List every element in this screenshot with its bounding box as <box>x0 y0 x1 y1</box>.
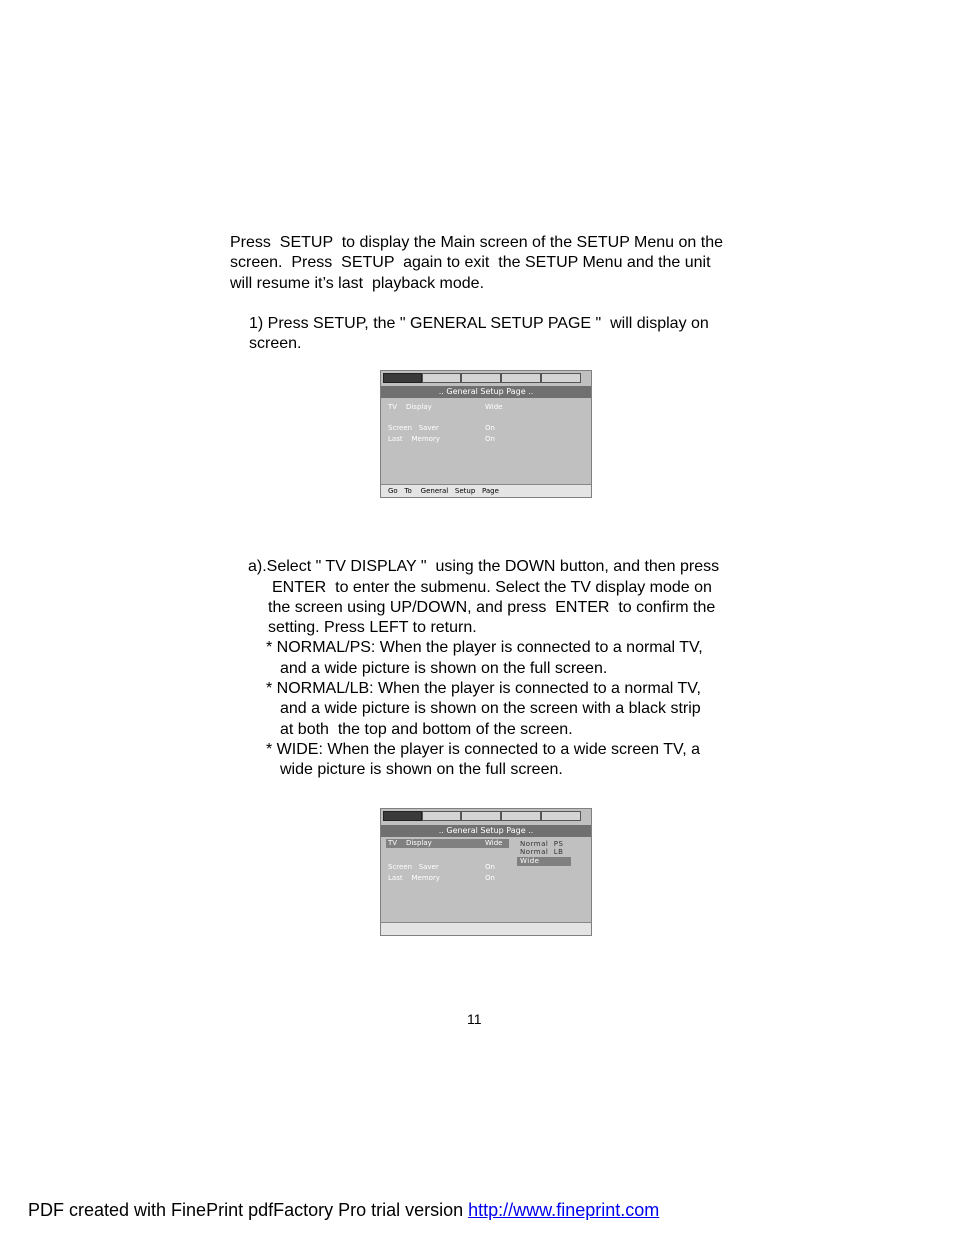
menu2-item-tv-display: TV Display <box>388 839 432 847</box>
menu-title: .. General Setup Page .. <box>381 386 591 398</box>
menu-tab-4 <box>501 373 541 383</box>
stepa-line-11: wide picture is shown on the full screen. <box>280 761 563 778</box>
stepa-line-10: * WIDE: When the player is connected to a wide screen TV, a <box>266 741 700 758</box>
menu2-value-tv-display: Wide <box>485 839 503 847</box>
menu2-value-last-memory: On <box>485 874 495 882</box>
menu2-title: .. General Setup Page .. <box>381 825 591 837</box>
menu-tab-general <box>383 373 422 383</box>
stepa-line-1: a).Select " TV DISPLAY " using the DOWN button, and then press <box>248 558 720 575</box>
stepa-line-3: the screen using UP/DOWN, and press ENTER to confirm the <box>268 599 716 616</box>
menu2-tab-2 <box>422 811 461 821</box>
pdf-footer-text: PDF created with FinePrint pdfFactory Pro trial version <box>28 1200 469 1220</box>
intro-line-3: will resume it’s last playback mode. <box>230 275 485 292</box>
menu-tab-3 <box>461 373 501 383</box>
submenu-option-wide: Wide <box>520 857 540 865</box>
menu-value-last-memory: On <box>485 435 495 443</box>
menu-tab-strip <box>381 371 591 385</box>
menu-item-tv-display: TV Display <box>388 403 432 411</box>
stepa-line-6: and a wide picture is shown on the full screen. <box>280 660 608 677</box>
page-number: 11 <box>467 1011 482 1027</box>
submenu-option-normal-lb: Normal LB <box>520 848 564 856</box>
menu2-value-screen-saver: On <box>485 863 495 871</box>
menu-value-tv-display: Wide <box>485 403 503 411</box>
pdf-footer <box>28 1199 659 1221</box>
menu2-footer <box>381 922 591 935</box>
intro-line-1: Press SETUP to display the Main screen of the SETUP Menu on the <box>230 234 723 251</box>
menu-tab-2 <box>422 373 461 383</box>
menu2-tab-5 <box>541 811 581 821</box>
general-setup-menu-2 <box>380 808 592 936</box>
menu-tab-5 <box>541 373 581 383</box>
intro-line-2: screen. Press SETUP again to exit the SETUP Menu and the unit <box>230 254 711 271</box>
stepa-line-7: * NORMAL/LB: When the player is connected to a normal TV, <box>266 680 701 697</box>
stepa-line-4: setting. Press LEFT to return. <box>268 619 477 636</box>
stepa-line-2: ENTER to enter the submenu. Select the TV display mode on <box>272 579 712 596</box>
menu-item-last-memory: Last Memory <box>388 435 440 443</box>
menu2-item-last-memory: Last Memory <box>388 874 440 882</box>
submenu-option-normal-ps: Normal PS <box>520 840 564 848</box>
menu2-tab-strip <box>381 809 591 823</box>
menu2-tab-general <box>383 811 422 821</box>
general-setup-menu-1 <box>380 370 592 498</box>
stepa-line-8: and a wide picture is shown on the screen with a black strip <box>280 700 701 717</box>
fineprint-link[interactable]: http://www.fineprint.com <box>468 1200 660 1220</box>
stepa-line-5: * NORMAL/PS: When the player is connected to a normal TV, <box>266 639 703 656</box>
stepa-line-9: at both the top and bottom of the screen. <box>280 721 573 738</box>
menu2-tab-4 <box>501 811 541 821</box>
menu2-item-screen-saver: Screen Saver <box>388 863 439 871</box>
menu-footer: Go To General Setup Page <box>381 484 591 497</box>
step1-line-2: screen. <box>249 335 302 352</box>
menu-item-screen-saver: Screen Saver <box>388 424 439 432</box>
menu2-tab-3 <box>461 811 501 821</box>
step1-line-1: 1) Press SETUP, the " GENERAL SETUP PAGE " will display on <box>249 315 709 332</box>
menu-value-screen-saver: On <box>485 424 495 432</box>
